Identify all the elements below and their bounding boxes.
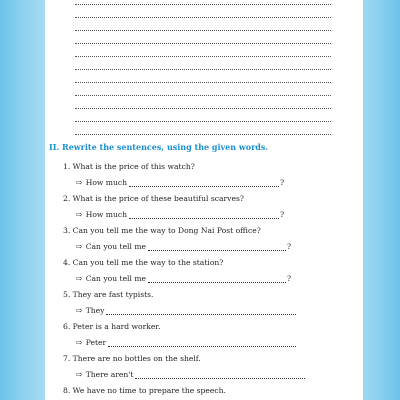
section-title: II. Rewrite the sentences, using the given words. <box>49 142 269 152</box>
answer-blank[interactable] <box>129 212 279 219</box>
answer-lead: Peter <box>85 338 107 347</box>
writing-line <box>75 108 331 109</box>
answer-lead: Can you tell me <box>85 242 147 251</box>
answer-lead: How much <box>85 210 128 219</box>
answer-line[interactable] <box>76 370 305 379</box>
answer-line[interactable] <box>76 242 291 251</box>
answer-blank[interactable] <box>106 308 296 315</box>
answer-end: ? <box>280 178 285 187</box>
writing-line <box>75 69 331 70</box>
answer-lead: They <box>85 306 105 315</box>
answer-line[interactable] <box>76 274 291 283</box>
answer-line[interactable] <box>76 306 296 315</box>
worksheet-page <box>45 0 363 400</box>
answer-blank[interactable] <box>129 180 279 187</box>
writing-line <box>75 43 331 44</box>
question-prompt: 5. They are fast typists. <box>63 290 154 299</box>
answer-line[interactable] <box>76 338 296 347</box>
arrow-right-icon: ⇨ <box>76 178 83 187</box>
question-prompt: 7. There are no bottles on the shelf. <box>63 354 201 363</box>
writing-line <box>75 95 331 96</box>
answer-lead: There aren't <box>85 370 134 379</box>
question-prompt: 2. What is the price of these beautiful scarves? <box>63 194 244 203</box>
answer-end: ? <box>280 210 285 219</box>
question-prompt: 1. What is the price of this watch? <box>63 162 195 171</box>
writing-line <box>75 30 331 31</box>
arrow-right-icon: ⇨ <box>76 306 83 315</box>
question-prompt: 4. Can you tell me the way to the station? <box>63 258 224 267</box>
writing-line <box>75 121 331 122</box>
answer-lead: How much <box>85 178 128 187</box>
writing-line <box>75 17 331 18</box>
writing-line <box>75 82 331 83</box>
answer-blank[interactable] <box>135 372 305 379</box>
answer-end: ? <box>287 242 292 251</box>
arrow-right-icon: ⇨ <box>76 338 83 347</box>
answer-line[interactable] <box>76 210 284 219</box>
answer-line[interactable] <box>76 178 284 187</box>
arrow-right-icon: ⇨ <box>76 242 83 251</box>
writing-line <box>75 56 331 57</box>
arrow-right-icon: ⇨ <box>76 274 83 283</box>
answer-lead: Can you tell me <box>85 274 147 283</box>
answer-blank[interactable] <box>148 276 286 283</box>
answer-blank[interactable] <box>148 244 286 251</box>
arrow-right-icon: ⇨ <box>76 210 83 219</box>
arrow-right-icon: ⇨ <box>76 370 83 379</box>
answer-blank[interactable] <box>108 340 296 347</box>
writing-line <box>75 4 331 5</box>
question-prompt: 6. Peter is a hard worker. <box>63 322 161 331</box>
writing-line <box>75 134 331 135</box>
question-prompt: 8. We have no time to prepare the speech. <box>63 386 226 395</box>
question-prompt: 3. Can you tell me the way to Dong Nai Post office? <box>63 226 261 235</box>
answer-end: ? <box>287 274 292 283</box>
